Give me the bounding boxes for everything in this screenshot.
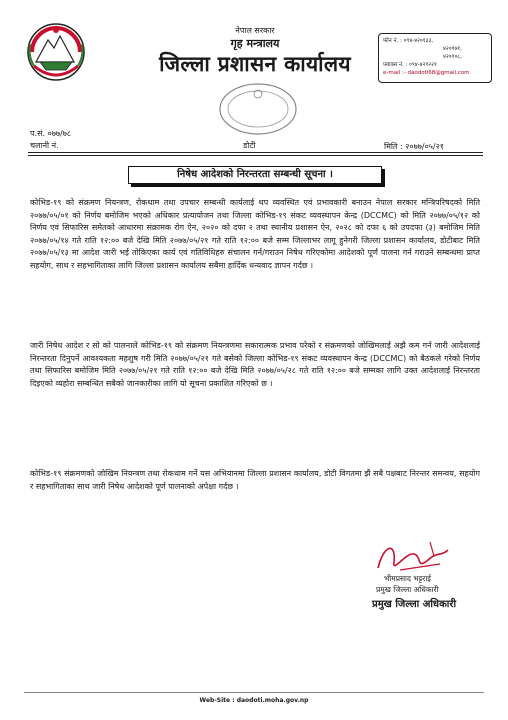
- letter-number: प.सं. ०७७/७८: [30, 129, 72, 138]
- designation-stamp: प्रमुख जिल्ला अधिकारी: [372, 599, 457, 610]
- phone-2: ४२०१७१,: [443, 46, 462, 52]
- reference-block: [30, 128, 71, 152]
- footer-divider: [24, 692, 484, 693]
- government-name: नेपाल सरकार: [235, 26, 275, 35]
- phone-3: ४२०१०८,: [443, 54, 462, 60]
- contact-box: [378, 33, 492, 83]
- header-divider-second: [28, 155, 483, 156]
- letterhead: [120, 26, 390, 77]
- phone-row: [383, 37, 487, 45]
- header-divider: [28, 152, 483, 153]
- office-name: जिल्ला प्रशासन कार्यालय: [159, 52, 351, 76]
- ministry-name: गृह मन्त्रालय: [230, 37, 280, 50]
- email-row: e-mail :- daodoti68@gmail.com: [383, 70, 470, 76]
- paragraph-3: कोभिड-१९ संक्रमणको जोखिम नियन्त्रण तथा रोकथाम गर्ने यस अभियानमा जिल्ला प्रशासन कार्यालय, डोटी विगतमा झैं सबै पक्षबाट निरन्तर समन्वय, सहयोग र सहभागिताका साथ जारी निषेध आदेशको पूर्ण पालनाको अपेक्षा गर्दछ ।: [30, 469, 480, 491]
- fax-row: फ्याक्स नं. : ०९४-४२१२२१: [383, 62, 437, 68]
- footer-website: Web-Site : daodoti.moha.gov.np: [199, 697, 309, 704]
- phone-label: फोन नं.: [383, 38, 399, 44]
- paragraph-1: कोभिड-१९ को संक्रमण नियन्त्रण, रोकथाम तथा उपचार सम्बन्धी कार्यलाई थप व्यवस्थित एवं प्रभावकारी बनाउन नेपाल सरकार मन्त्रिपरिषदको मिति २०७७/०५/०१ को निर्णय बमोजिम भएको अधिकार प्रत्यायोजन तथा जिल्ला कोभिड-१९ संकट व्यवस्थापन केन्द्र (DCCMC) को मिति २०७७/०५/१२ को निर्णय एवं सिफारिस समेतको आधारमा संक्रामक रोग ऐन, २०२० को दफा २ तथा स्थानीय प्रशासन ऐन, २०२८ को दफा ६ को उपदफा (३) बमोजिम मिति २०७७/०५/१४ गते राति १२:०० बजे देखि मिति २०७७/०५/२१ गते राति १२:०० बजे सम्म जिल्लाभर लागू हुनेगरी जिल्ला प्रशासन कार्यालय, डोटीबाट मिति २०७७/०५/१३ मा आदेश जारी भई तोकिएका कार्य एवं गतिविधिहरु संचालन गर्न/गराउन निषेध गरिएकोमा आदेशको पूर्ण पालना गर्न गराउने सम्बन्धमा प्राप्त सहयोग, साथ र सहभागिताका लागि जिल्ला प्रशासन कार्यालय सबैमा हार्दिक धन्यवाद ज्ञापन गर्दछ ।: [30, 198, 480, 270]
- dispatch-number: चलानी नं.: [30, 141, 59, 150]
- signatory-title: प्रमुख जिल्ला अधिकारी: [376, 585, 439, 594]
- signatory-name: भीमप्रसाद भट्टराई: [384, 574, 431, 583]
- office-seal-stamp-icon: [216, 80, 300, 138]
- letter-date: मिति : २०७७/०५/२१: [384, 142, 444, 151]
- phone-1: : ०९४-४२०१३३,: [400, 38, 434, 44]
- notice-title: निषेध आदेशको निरन्तरता सम्बन्धी सूचना ।: [128, 166, 382, 184]
- office-location: डोटी: [243, 141, 256, 150]
- paragraph-2: जारी निषेध आदेश र सो को पालनाले कोभिड-१९ को संक्रमण नियन्त्रणमा सकारात्मक प्रभाव परेको र संक्रमणको जोखिमलाई अझै कम गर्न जारी आदेशलाई निरन्तरता दिनुपर्ने आवश्यकता महशुष गरी मिति २०७७/०५/२१ गते बसेको जिल्ला कोभिड-१९ संकट व्यवस्थापन केन्द्र (DCCMC) को बैठकले गरेको निर्णय तथा सिफारिस बमोजिम मिति २०७७/०५/२१ गते राति १२:०० बजे देखि मिति २०७७/०५/२८ गते राति १२:०० बजे सम्मका लागि उक्त आदेशलाई निरन्तरता दिइएको व्यहोरा सम्बन्धित सबैको जानकारीका लागि यो सूचना प्रकाशित गरिएको छ ।: [30, 341, 480, 388]
- nepal-emblem-icon: [26, 22, 86, 84]
